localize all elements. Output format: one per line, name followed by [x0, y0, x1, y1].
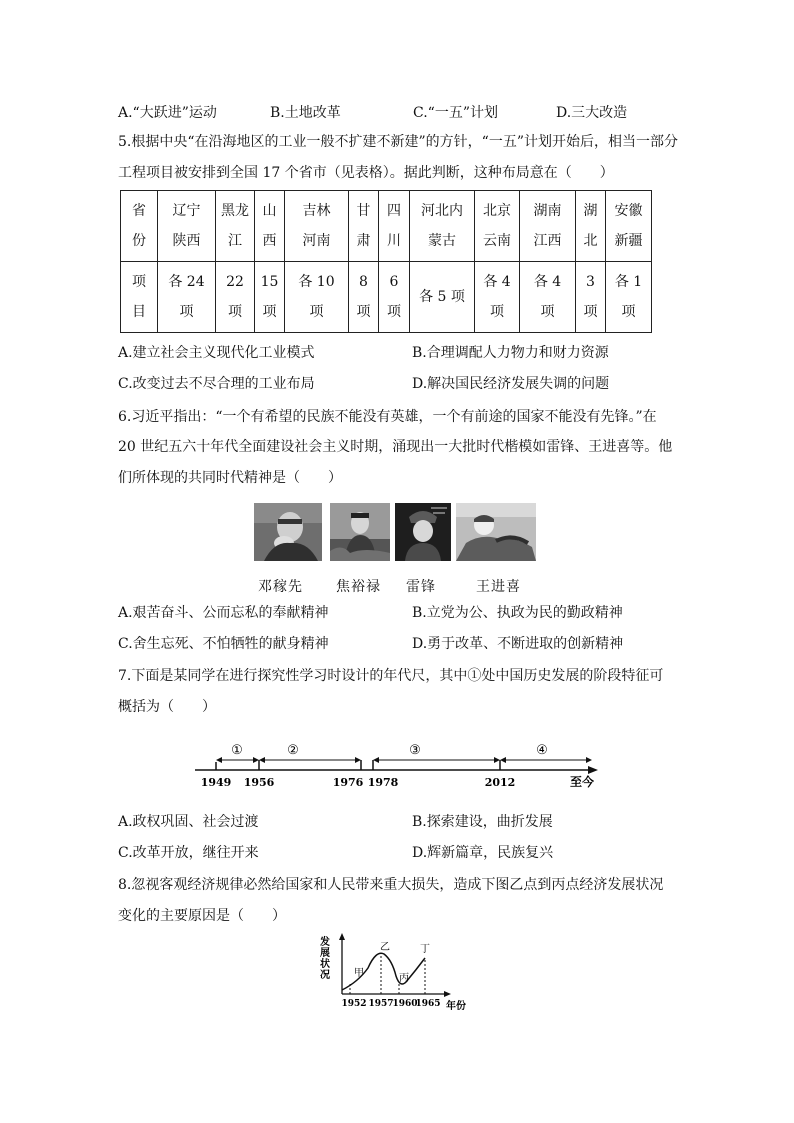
graph-point-ding: 丁	[420, 944, 430, 955]
q8-economic-graph	[318, 930, 478, 1010]
q6-option-a[interactable]: A.艰苦奋斗、公而忘私的奉献精神	[118, 605, 329, 621]
photo-lei-feng	[395, 503, 451, 561]
q5-option-b[interactable]: B.合理调配人力物力和财力资源	[412, 345, 609, 361]
timeline-year: 1956	[243, 776, 275, 789]
graph-ylabel: 展	[320, 948, 330, 959]
caption-jiao-yulu: 焦裕禄	[336, 579, 381, 595]
table-cell: 各 24 项	[158, 262, 216, 333]
q5-option-c[interactable]: C.改变过去不尽合理的工业布局	[118, 376, 315, 392]
table-cell: 各 1 项	[606, 262, 652, 333]
q4-option-d[interactable]: D.三大改造	[556, 105, 628, 121]
q7-option-a[interactable]: A.政权巩固、社会过渡	[118, 814, 259, 830]
graph-point-bing: 丙	[399, 973, 409, 984]
timeline-year: 2012	[484, 776, 516, 789]
table-cell: 湖南 江西	[520, 191, 576, 262]
caption-lei-feng: 雷锋	[406, 579, 436, 595]
table-cell: 8 项	[349, 262, 379, 333]
table-cell: 四 川	[379, 191, 410, 262]
q8-stem-line2: 变化的主要原因是（ ）	[118, 908, 286, 924]
table-cell: 15 项	[255, 262, 285, 333]
q4-option-c[interactable]: C.“一五”计划	[413, 105, 498, 121]
timeline-segment-1: ①	[231, 743, 243, 758]
table-cell: 各 4 项	[475, 262, 520, 333]
table-cell: 安徽 新疆	[606, 191, 652, 262]
q6-stem-line3: 们所体现的共同时代精神是（ ）	[118, 470, 342, 486]
table-cell: 22 项	[216, 262, 255, 333]
table-cell: 6 项	[379, 262, 410, 333]
caption-deng-jiaxian: 邓稼先	[258, 579, 303, 595]
table-cell: 甘 肃	[349, 191, 379, 262]
table-cell: 3 项	[576, 262, 606, 333]
timeline-segment-2: ②	[287, 743, 299, 758]
q7-option-c[interactable]: C.改革开放，继往开来	[118, 845, 259, 861]
q4-option-a[interactable]: A.“大跃进”运动	[118, 105, 217, 121]
q7-stem-line1: 7.下面是某同学在进行探究性学习时设计的年代尺，其中①处中国历史发展的阶段特征可	[118, 668, 664, 684]
q7-option-d[interactable]: D.辉新篇章，民族复兴	[412, 845, 554, 861]
graph-x-tick: 1965	[415, 999, 441, 1009]
q6-option-c[interactable]: C.舍生忘死、不怕牺牲的献身精神	[118, 636, 329, 652]
table-cell: 各 5 项	[410, 262, 475, 333]
table-row-provinces	[121, 191, 652, 262]
graph-x-tick: 1960	[392, 999, 418, 1009]
table-cell: 各 10 项	[285, 262, 349, 333]
timeline-year: 至今	[569, 775, 595, 789]
graph-point-jia: 甲	[354, 968, 364, 979]
timeline-segment-4: ④	[536, 743, 548, 758]
table-cell: 各 4 项	[520, 262, 576, 333]
photo-deng-jiaxian	[254, 503, 322, 561]
q4-option-b[interactable]: B.土地改革	[270, 105, 341, 121]
q5-option-d[interactable]: D.解决国民经济发展失调的问题	[412, 376, 610, 392]
q6-stem-line2: 20 世纪五六十年代全面建设社会主义时期，涌现出一大批时代楷模如雷锋、王进喜等。他	[118, 439, 673, 455]
q7-option-b[interactable]: B.探索建设，曲折发展	[412, 814, 553, 830]
table-cell: 山 西	[255, 191, 285, 262]
q6-option-b[interactable]: B.立党为公、执政为民的勤政精神	[412, 605, 623, 621]
timeline-segment-3: ③	[409, 743, 421, 758]
table-cell: 省 份	[121, 191, 158, 262]
table-row-projects	[121, 262, 652, 333]
table-cell: 湖 北	[576, 191, 606, 262]
graph-ylabel: 发	[320, 937, 330, 948]
photo-wang-jinxi	[456, 503, 536, 561]
q6-stem-line1: 6.习近平指出：“一个有希望的民族不能没有英雄，一个有前途的国家不能没有先锋。”在	[118, 409, 657, 425]
q8-stem-line1: 8.忽视客观经济规律必然给国家和人民带来重大损失，造成下图乙点到丙点经济发展状况	[118, 877, 664, 893]
caption-wang-jinxi: 王进喜	[476, 579, 521, 595]
graph-x-tick: 1952	[341, 999, 367, 1009]
table-cell: 北京 云南	[475, 191, 520, 262]
q7-stem-line2: 概括为（ ）	[118, 699, 216, 715]
timeline-year: 1976	[332, 776, 364, 789]
q5-project-table	[120, 190, 652, 333]
table-cell: 吉林 河南	[285, 191, 349, 262]
graph-ylabel: 况	[320, 970, 330, 981]
q6-option-d[interactable]: D.勇于改革、不断进取的创新精神	[412, 636, 624, 652]
photo-jiao-yulu	[330, 503, 390, 561]
q5-stem-line1: 5.根据中央“在沿海地区的工业一般不扩建不新建”的方针，“一五”计划开始后，相当一部分	[118, 134, 678, 150]
timeline-year: 1949	[200, 776, 232, 789]
graph-x-tick: 1957	[368, 999, 394, 1009]
table-cell: 河北内 蒙古	[410, 191, 475, 262]
graph-xlabel: 年份	[446, 1001, 466, 1010]
table-cell: 黑龙 江	[216, 191, 255, 262]
table-cell: 项 目	[121, 262, 158, 333]
graph-ylabel: 状	[320, 959, 330, 970]
graph-point-yi: 乙	[380, 942, 390, 953]
q7-timeline	[180, 740, 610, 794]
table-cell: 辽宁 陕西	[158, 191, 216, 262]
q5-stem-line2: 工程项目被安排到全国 17 个省市（见表格）。据此判断，这种布局意在（ ）	[118, 165, 614, 181]
timeline-year: 1978	[367, 776, 399, 789]
q5-option-a[interactable]: A.建立社会主义现代化工业模式	[118, 345, 315, 361]
